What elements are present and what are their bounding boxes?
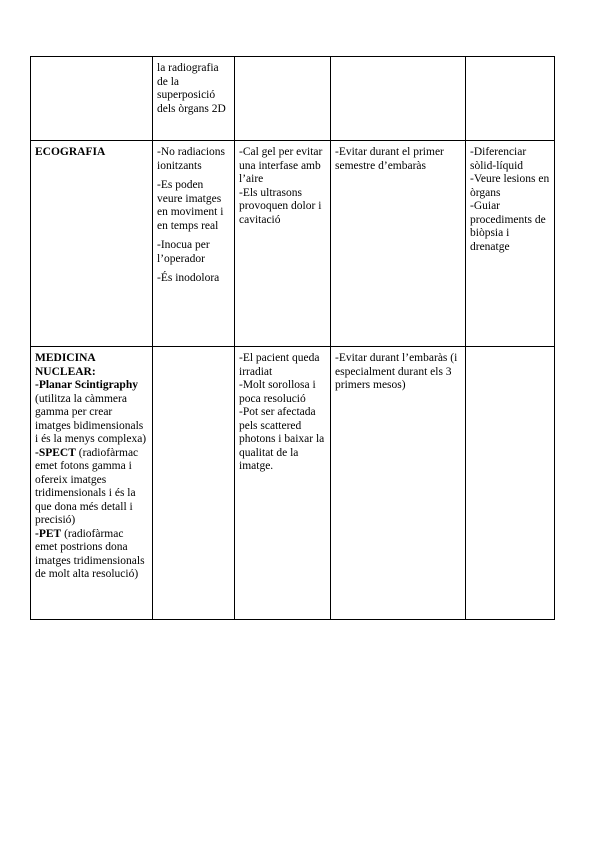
- technique-pet: [35, 528, 148, 582]
- table-cell: [466, 141, 555, 347]
- drawback-item: -Molt sorollosa i poca resolució: [239, 379, 316, 405]
- contraindication-text: -Evitar durant l’embaràs (i especialment durant els 3 primers mesos): [335, 352, 458, 391]
- table-cell: [235, 141, 331, 347]
- technique-desc: (utilitza la càmmera gamma per crear imatges bidimensionals i és la menys complexa): [35, 392, 147, 445]
- table-cell: [235, 347, 331, 620]
- technique-planar: [35, 379, 148, 447]
- table-cell: [153, 141, 235, 347]
- technique-spect: [35, 447, 148, 528]
- drawback-item: -Pot ser afectada pels scattered photons i baixar la qualitat de la imatge.: [239, 406, 325, 472]
- technique-label: -Planar Scintigraphy: [35, 379, 138, 391]
- table-cell: [31, 347, 153, 620]
- drawback-item: -Els ultrasons provoquen dolor i cavitació: [239, 186, 322, 226]
- technique-desc: (radiofàrmac emet postrions dona imatges tridimensionals de molt alta resolució): [35, 527, 145, 580]
- use-item: -Diferenciar sòlid-líquid: [470, 146, 527, 172]
- table-cell: [331, 141, 466, 347]
- table-cell: [31, 141, 153, 347]
- comparison-table: [30, 56, 555, 620]
- table-cell: [153, 347, 235, 620]
- use-item: -Veure lesions en òrgans: [470, 173, 550, 199]
- table-cell: [235, 57, 331, 141]
- drawback-item: -Cal gel per evitar una interfase amb l’aire: [239, 146, 323, 185]
- table-cell: [331, 57, 466, 141]
- technique-desc: (radiofàrmac emet fotons gamma i ofereix imatges tridimensionals i és la que dona més detall i precisió): [35, 446, 139, 526]
- technique-label: -SPECT: [35, 446, 76, 459]
- table-row: [31, 57, 555, 141]
- table-cell: [31, 57, 153, 141]
- advantage-item: -És inodolora: [157, 272, 220, 284]
- table-row: [31, 141, 555, 347]
- contraindication-text: -Evitar durant el primer semestre d’embaràs: [335, 146, 444, 172]
- cell-text: la radiografia de la superposició dels òrgans 2D: [157, 62, 226, 115]
- table-cell: [331, 347, 466, 620]
- table-row: [31, 347, 555, 620]
- drawback-item: -El pacient queda irradiat: [239, 352, 320, 378]
- use-item: -Guiar procediments de biòpsia i drenatge: [470, 200, 546, 253]
- row-heading-medicina-nuclear: MEDICINA NUCLEAR:: [35, 352, 96, 378]
- advantage-item: -Es poden veure imatges en moviment i en temps real: [157, 179, 224, 232]
- table-cell: [153, 57, 235, 141]
- advantage-item: -No radiacions ionitzants: [157, 146, 226, 172]
- technique-label: -PET: [35, 527, 62, 540]
- table-cell: [466, 57, 555, 141]
- advantage-item: -Inocua per l’operador: [157, 239, 210, 265]
- row-heading-ecografia: ECOGRAFIA: [35, 146, 106, 158]
- table-cell: [466, 347, 555, 620]
